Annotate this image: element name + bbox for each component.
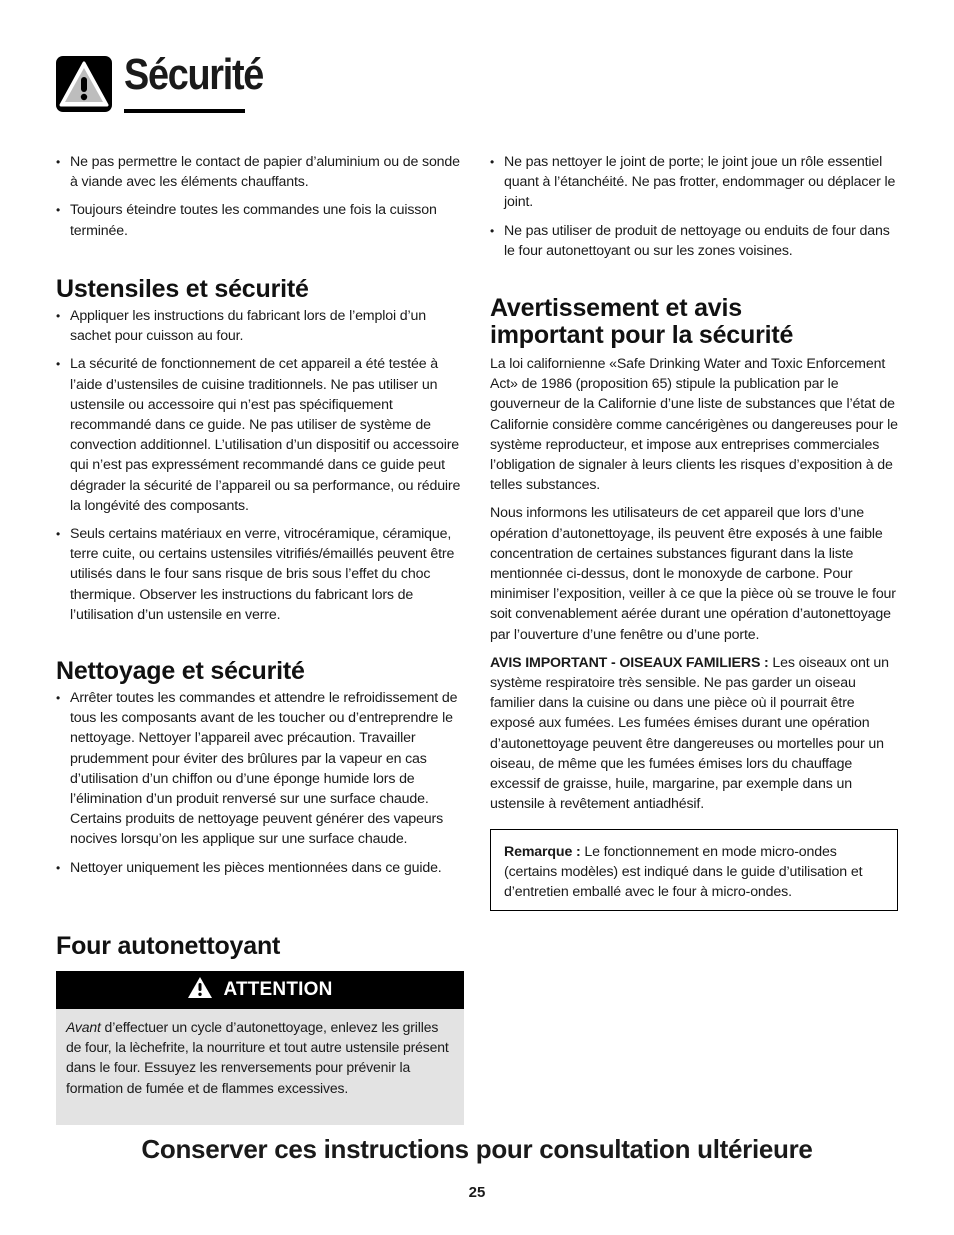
cleaning-section [56, 658, 466, 886]
page-title: Sécurité [124, 50, 264, 99]
utensils-section [56, 276, 466, 633]
list-item: • Ne pas nettoyer le joint de porte; le joint joue un rôle essentiel quant à l’étanchéité. Ne pas frotter, endommager ou déplacer le joint. [490, 152, 900, 213]
prop65-paragraph: La loi californienne «Safe Drinking Water and Toxic Enforcement Act» de 1986 (proposition 65) stipule la publication par le gouverneur de la Californie d’une liste de substances que l’état de Californie considère comme cancérigènes ou dangereuses pour le système reproducteur, et impose aux entreprises commerciales l’obligation de signaler à leurs clients les risques d’exposition à de telles substances. [490, 356, 898, 494]
warning-heading [490, 295, 900, 349]
list-item: • Appliquer les instructions du fabricant lors de l’emploi d’un sachet pour cuisson au four. [56, 306, 466, 346]
remark-box [490, 829, 898, 911]
utensils-heading: Ustensiles et sécurité [56, 275, 309, 303]
warning-triangle-icon [56, 56, 112, 112]
warning-heading-line1: Avertissement et avis [490, 294, 742, 322]
attention-bar [56, 971, 464, 1009]
list-item: • Ne pas utiliser de produit de nettoyage ou enduits de four dans le four autonettoyant ou sur les zones voisines. [490, 221, 900, 261]
cleaning-list [56, 688, 466, 878]
left-intro-list [56, 152, 466, 241]
list-item: • Toujours éteindre toutes les commandes une fois la cuisson terminée. [56, 200, 466, 240]
left-column [56, 152, 466, 249]
attention-box [56, 971, 464, 1125]
list-item: • Nettoyer uniquement les pièces mentionnées dans ce guide. [56, 858, 466, 878]
remark-text: Le fonctionnement en mode micro-ondes (certains modèles) est indiqué dans le guide d’utilisation et d’entretien emballé avec le four à micro-ondes. [504, 844, 863, 901]
footer-title: Conserver ces instructions pour consultation ultérieure [141, 1134, 813, 1164]
birds-label: AVIS IMPORTANT - OISEAUX FAMILIERS : [490, 654, 769, 671]
warning-triangle-icon [187, 976, 213, 1004]
birds-paragraph [490, 653, 900, 815]
list-item: • La sécurité de fonctionnement de cet appareil a été testée à l’aide d’ustensiles de cuisine traditionnels. Ne pas utiliser un ustensile ou accessoire qui n’est pas spécifiquement recommandé dans ce guide. Ne pas utiliser de système de convection additionnel. L’utilisation d’un dispositif ou accessoire qui n’est pas expressément recommandé dans ce guide peut dégrader la sécurité de l’appareil ou sa performance, ou réduire la longévité des composants. [56, 354, 466, 516]
right-column [490, 152, 900, 269]
list-item: • Arrêter toutes les commandes et attendre le refroidissement de tous les composants avant de les toucher ou d’entreprendre le nettoyage. Nettoyer l’appareil avec précaution. Travailler prudemment pour éviter des brûlures par la vapeur en cas d’utilisation d’un chiffon ou d’une éponge humide lors de l’élimination d’un produit renversé sur une surface chaude. Certains produits de nettoyage peuvent générer des vapeurs nocives lorsqu’on les applique sur une surface chaude. [56, 688, 466, 850]
cleaning-heading: Nettoyage et sécurité [56, 657, 305, 685]
self-clean-heading: Four autonettoyant [56, 932, 281, 960]
title-underline [124, 109, 245, 113]
exposure-paragraph: Nous informons les utilisateurs de cet appareil que lors d’une opération d’autonettoyage, ils peuvent être exposés à une faible concentration de certaines substances figurant dans la liste mentionnée ci-dessus, dont le monoxyde de carbone. Pour minimiser l’exposition, veiller à ce que la pièce où se trouve le four soit convenablement aérée durant une opération d’autonettoyage par l’ouverture d’une fenêtre ou d’une porte. [490, 505, 896, 643]
right-intro-list [490, 152, 900, 261]
attention-label: ATTENTION [223, 979, 333, 1000]
page-number: 25 [468, 1184, 486, 1201]
warning-section [490, 295, 900, 822]
self-clean-section [56, 933, 466, 960]
list-item: • Ne pas permettre le contact de papier d’aluminium ou de sonde à viande avec les éléments chauffants. [56, 152, 466, 192]
attention-text [56, 1009, 464, 1098]
list-item: • Seuls certains matériaux en verre, vitrocéramique, céramique, terre cuite, ou certains ustensiles vitrifiés/émaillés peuvent être utilisés dans le four sans risque de bris sous l’effet du choc thermique. Observer les instructions du fabricant lors de l’utilisation d’un ustensile en verre. [56, 524, 466, 625]
utensils-list [56, 306, 466, 625]
attention-italic: Avant [66, 1019, 101, 1035]
warning-heading-line2: important pour la sécurité [490, 321, 794, 349]
birds-text: Les oiseaux ont un système respiratoire très sensible. Ne pas garder un oiseau familier dans la cuisine ou dans une pièce où il pourrait être exposé aux fumées. Les fumées émises durant une opération d’autonettoyage peuvent être dangereuses ou mortelles pour un oiseau, de même que les fumées émises lors du chauffage excessif de graisse, huile, margarine, par exemple dans un ustensile à revêtement antiadhésif. [490, 654, 889, 813]
attention-body: d’effectuer un cycle d’autonettoyage, enlevez les grilles de four, la lèchefrite, la nourriture et tout autre ustensile présent dans le four. Essuyez les renversements pour prévenir la formation de fumée et de flammes excessives. [66, 1019, 449, 1096]
remark-label: Remarque : [504, 844, 581, 860]
